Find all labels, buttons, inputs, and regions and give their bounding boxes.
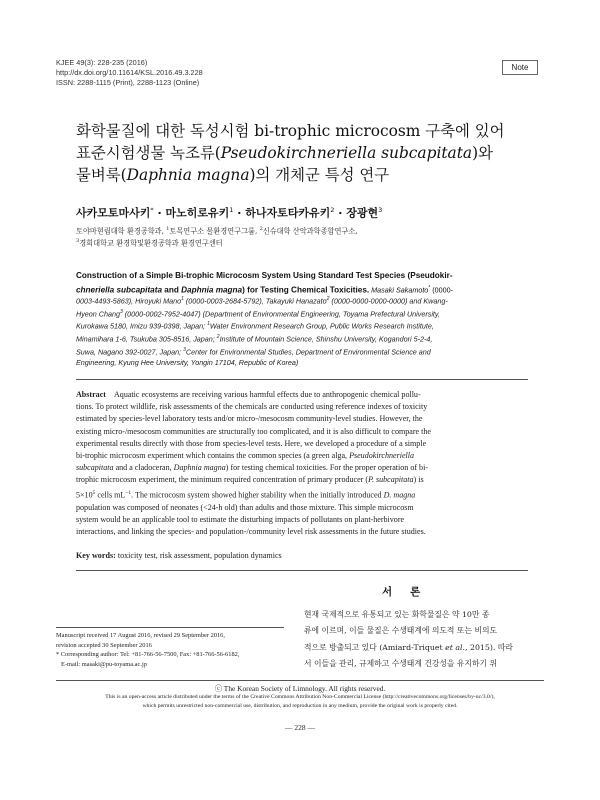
affiliation-text: Kurokawa 5180, Imizu 939-0398, Japan; — [76, 321, 208, 331]
abstract-text: Aquatic ecosystems are receiving various harmful effects due to anthropogenic chemical pollu- — [114, 390, 421, 399]
affiliation-marker: 2 — [216, 334, 220, 341]
species-name: Daphnia magna — [126, 166, 250, 184]
author-line: Engineering, Kyung Hee University, Yongin 17104, Republic of Korea) — [76, 358, 299, 368]
abstract-text: bi-trophic microcosm experiment which contains the common species (a green alga, — [76, 451, 350, 461]
footnote-line: Manuscript received 17 August 2016, revised 29 September 2016, — [56, 632, 225, 639]
korean-title-line2 — [76, 142, 536, 164]
korean-title-line3 — [76, 164, 536, 186]
abstract-line — [76, 462, 528, 474]
abstract-line: population was composed of neonates (<24-h old) than adults and those mixture. This simple microcosm — [76, 502, 414, 512]
author-name: 장광현 — [346, 206, 379, 220]
abstract-text: ) for testing chemical toxicities. For the proper operation of bi- — [225, 463, 428, 473]
author-line — [76, 294, 528, 307]
species-name: Pseudokirchneriella — [349, 451, 415, 461]
title-text: )와 — [472, 144, 493, 162]
author-separator: · — [153, 206, 166, 220]
author-marker: 3 — [119, 308, 123, 315]
license-line: This is an open-access article distributed under the terms of the Creative Commons Attribution Non-Commercial License (http://creativecommons.org/licenses/by-nc/3.0/), — [105, 694, 495, 700]
introduction-heading: 서론 — [382, 586, 439, 598]
abstract-line — [76, 474, 528, 486]
abstract-line: interactions, and linking the species- and population-/community level risk assessments in the future studies. — [76, 526, 426, 536]
author-separator: · — [233, 206, 246, 220]
intro-line: 류에 이르며, 이들 물질은 수생태계에 의도적 또는 비의도 — [304, 626, 498, 636]
korean-title-line1: 화학물질에 대한 독성시험 bi-trophic microcosm 구축에 있어 — [76, 122, 505, 140]
keywords — [76, 550, 282, 562]
intro-line: 서 이들을 관리, 규제하고 수생태계 건강성을 유지하기 위 — [304, 658, 498, 668]
issn-info: ISSN: 2288-1115 (Print), 2288-1123 (Online) — [56, 78, 200, 87]
species-name: chneriella subcapitata — [76, 285, 163, 295]
footnote-line: revision accepted 30 September 2016 — [56, 641, 152, 649]
abstract-top-divider — [76, 379, 528, 380]
abstract-line: system would be an applicable tool to estimate the disturbing impacts of pollutants on plant-herbivore — [76, 514, 405, 524]
korean-title — [76, 120, 536, 186]
affiliation-marker: 1 — [207, 321, 210, 328]
intro-text: ., 2015). 따라 — [462, 642, 513, 652]
abstract-line: tions. To protect wildlife, risk assessments of the chemicals are conducted using reference indexes of toxicity — [76, 402, 428, 412]
title-text: ) for Testing Chemical Toxicities. — [242, 285, 370, 295]
keywords-label: Key words: — [76, 551, 116, 560]
affiliation-text: Center for Environmental Studies, Department of Environmental Science and — [185, 347, 431, 357]
abstract-line: experimental results directly with those from species-level tests. Here, we developed a procedure of a simple — [76, 438, 427, 448]
affiliation-text: (0000-0002-7952-4047) (Department of Environmental Engineering, Toyama Prefectural University, — [122, 309, 440, 319]
abstract-text: trophic microcosm experiment, the minimum required concentration of primary producer ( — [76, 475, 369, 485]
footnote-divider — [56, 627, 284, 628]
abstract-text: 5×10 — [76, 490, 93, 500]
intro-text: 적으로 방출되고 있다 (Amiard-Triquet — [304, 642, 446, 652]
keywords-text: toxicity test, risk assessment, population dynamics — [115, 551, 282, 560]
affiliation-marker: 3 — [183, 346, 186, 353]
abstract-text: and a cladoceran, — [113, 463, 174, 473]
keywords-bottom-divider — [76, 570, 528, 571]
species-name: P. subcapitata — [368, 475, 414, 485]
page-number: — 228 — — [285, 723, 315, 732]
intro-line: 현재 국제적으로 유통되고 있는 화학물질은 약 10만 종 — [304, 610, 490, 619]
abstract-text: cells mL — [95, 490, 126, 500]
affiliation-line — [76, 224, 536, 236]
introduction-text — [304, 607, 528, 672]
species-name: Pseudokirchneriella subcapitata — [220, 144, 473, 162]
abstract-line — [76, 389, 528, 401]
affiliation-text: 토목연구소 물환경연구그룹, — [169, 226, 260, 236]
affiliation-text: Institute of Mountain Science, Shinshu University, Kogandori 5-2-4, — [219, 334, 433, 344]
species-name: subcapitata — [76, 463, 114, 473]
affiliation-marker: 1 — [166, 226, 170, 232]
author-text: 0003-4493-5863), Hiroyuki Mano — [76, 296, 182, 306]
affiliation-text: 토야마현립대학 환경공학과, — [76, 226, 167, 236]
affiliation-text: Suwa, Nagano 392-0027, Japan; — [76, 347, 184, 357]
author-text: Hyeon Chang — [76, 309, 120, 319]
title-text: 물벼룩( — [76, 166, 127, 184]
footnote-line: E-mail: masaki@pu-toyama.ac.jp — [61, 660, 147, 668]
citation-italic: et al — [445, 642, 463, 652]
journal-citation: KJEE 49(3): 228-235 (2016) — [56, 58, 148, 67]
author-separator: · — [334, 206, 347, 220]
english-authors-affiliations — [76, 294, 528, 369]
author-marker: 1 — [229, 206, 234, 214]
article-type-badge: Note — [502, 60, 538, 75]
abstract-text: . The microcosm system showed higher stability when the initially introduced — [131, 490, 384, 500]
korean-affiliations — [76, 224, 536, 249]
species-name: Daphnia magna — [181, 285, 243, 295]
author-marker: * — [428, 285, 431, 291]
license-line: which permits unrestricted non-commercial use, distribution, and reproduction in any medium, provide the original work is properly cited. — [142, 703, 458, 709]
affiliation-text: 신슈대학 산악과학종합연구소, — [262, 226, 358, 236]
korean-authors — [76, 203, 382, 221]
author-text: (0000-0000-0000-0000) and Kwang- — [329, 296, 448, 306]
species-name: Daphnia magna — [173, 463, 226, 473]
author-text: (0000-0003-2684-5792), Takayuki Hanazato — [183, 296, 327, 306]
author-marker: 2 — [330, 206, 335, 214]
abstract-line — [76, 450, 528, 462]
affiliation-text: 경희대학교 환경학및환경공학과 환경연구센터 — [79, 238, 223, 248]
title-text: 표준시험생물 녹조류( — [76, 144, 221, 162]
abstract-label: Abstract — [76, 390, 106, 399]
author-name: Masaki Sakamoto — [369, 285, 429, 295]
doi-link[interactable]: http://dx.doi.org/10.11614/KSL.2016.49.3.228 — [56, 68, 203, 77]
intro-line — [304, 640, 528, 656]
author-marker: 2 — [326, 296, 330, 302]
author-marker: * — [150, 206, 154, 214]
title-text: and — [162, 285, 182, 295]
abstract-line: existing micro-/mesocosm communities are structurally too complicated, and it is also difficult to compare the — [76, 426, 431, 436]
abstract-line — [76, 487, 528, 502]
copyright-divider — [56, 680, 544, 681]
footnote-line: * Corresponding author: Tel: +81-766-56-7500, Fax: +81-766-56-6182, — [56, 651, 240, 659]
author-name: 마노히로유키 — [165, 206, 230, 220]
species-name: D. magna — [383, 490, 416, 500]
journal-metadata — [56, 58, 203, 88]
copyright-line: ⓒ The Korean Society of Limnology. All rights reserved. — [214, 684, 386, 693]
author-line — [76, 319, 528, 332]
exponent: −1 — [125, 489, 132, 496]
affiliation-text: Minamihara 1-6, Tsukuba 305-8516, Japan; — [76, 334, 217, 344]
author-name: 하나자토타카유키 — [245, 206, 331, 220]
english-title-line1: Construction of a Simple Bi-trophic Microcosm System Using Standard Test Species (Pseudokir- — [76, 271, 453, 280]
title-text: )의 개체군 특성 연구 — [249, 166, 390, 184]
author-line — [76, 332, 528, 345]
english-title — [76, 270, 524, 282]
abstract — [76, 389, 528, 538]
author-line — [76, 307, 528, 320]
exponent: 5 — [92, 489, 96, 496]
affiliation-marker: 2 — [259, 226, 263, 232]
affiliation-marker: 3 — [76, 238, 80, 245]
affiliation-line — [76, 236, 536, 248]
copyright-notice — [0, 684, 600, 711]
author-marker: 3 — [378, 206, 383, 214]
orcid-text: (0000- — [430, 285, 454, 295]
footnotes — [56, 631, 284, 669]
author-line — [76, 345, 528, 358]
abstract-line: estimated by species-level laboratory tests and/or micro-/mesocosm community-level studies. However, the — [76, 414, 423, 424]
abstract-text: ) is — [413, 475, 424, 485]
author-name: 사카모토마사키 — [76, 206, 151, 220]
author-marker: 1 — [181, 296, 184, 302]
affiliation-text: Water Environment Research Group, Public Works Research Institute, — [209, 321, 434, 331]
